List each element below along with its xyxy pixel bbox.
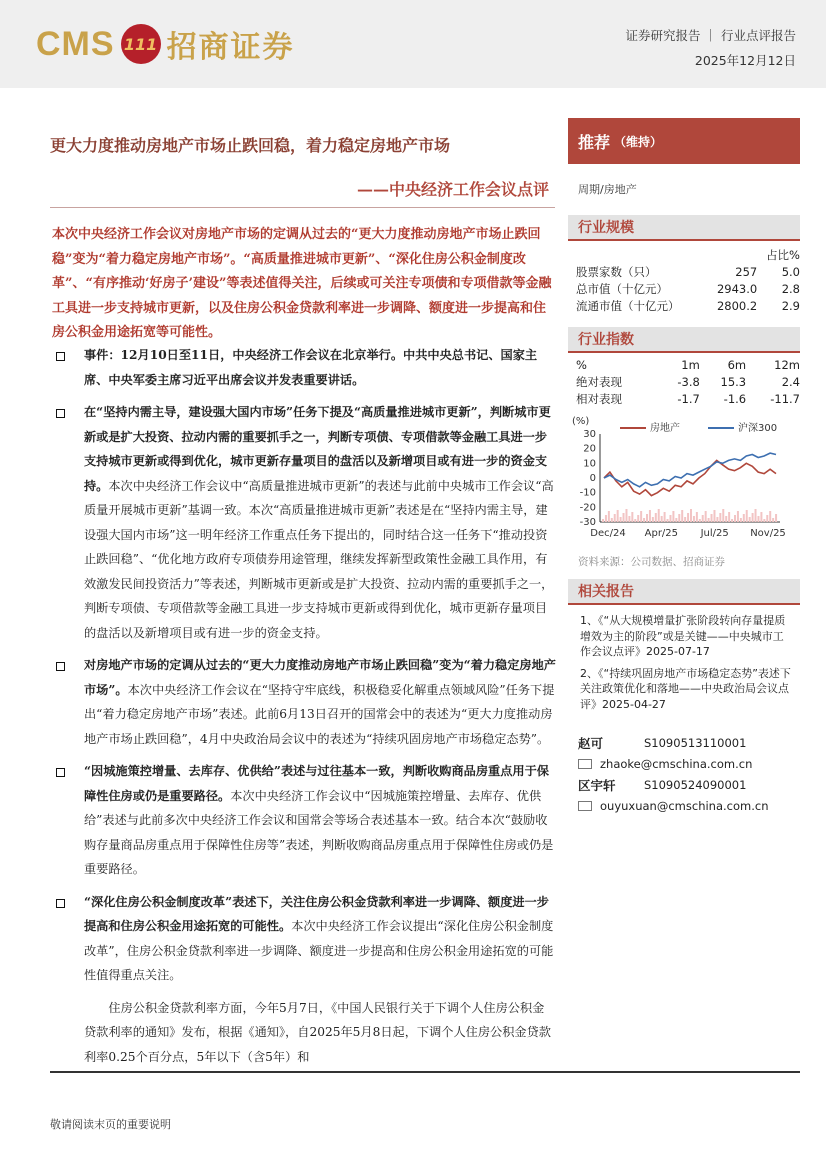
volume-bar <box>675 518 677 522</box>
index-chart-svg <box>568 412 800 552</box>
analyst-cert: S1090513110001 <box>644 735 747 750</box>
table-row <box>576 264 800 281</box>
bullet-square-icon <box>56 768 65 777</box>
volume-bar <box>728 512 730 522</box>
analyst-name: 区宇轩 <box>578 777 616 793</box>
company-logo <box>36 22 295 66</box>
index-row-1m: -1.7 <box>677 392 700 406</box>
volume-bar <box>766 515 768 522</box>
document-date: 2025年12月12日 <box>694 53 796 68</box>
logo-chinese-name: 招商证券 <box>166 30 295 65</box>
bullet-body-text: 本次中央经济工作会议中“高质量推进城市更新”的表述与此前中央城市工作会议“高质量开展城市更新”基调一致。本次“高质量推进城市更新”表述是在“坚持内需主导，建设强大国内市场”这一明年经济工作重点任务下提出的，同时结合这一任务下“推动投资止跌回稳”、“优化地方政府专项债券用途管理，继续发挥新型政策性金融工具作用，有效激发民间投资活力”等表述，判断城市更新或是扩大投资、拉动内需的重要抓手之一，判断专项债、专项借款等金融工具进一步支持城市更新或得到优化，城市更新存量项目的盘活以及新增项目或有进一步的资金支持。 <box>84 478 554 640</box>
table-row <box>576 374 800 391</box>
title-divider <box>50 207 555 208</box>
volume-bar <box>678 514 680 522</box>
analyst-email-row <box>578 753 800 774</box>
index-row-6m: -1.6 <box>723 392 747 406</box>
volume-bar <box>617 510 619 522</box>
envelope-icon <box>578 759 592 769</box>
volume-bar <box>731 519 733 522</box>
analysts <box>578 732 800 816</box>
volume-bar <box>716 517 718 522</box>
volume-bar <box>684 517 686 522</box>
rating-label: 推荐 <box>578 132 611 152</box>
bullet-bold-text: 事件：12月10日至11日，中央经济工作会议在北京举行。中共中央总书记、国家主席、中央军委主席习近平出席会议并发表重要讲话。 <box>84 348 538 387</box>
volume-bar <box>737 511 739 522</box>
index-row-1m: -3.8 <box>677 375 700 389</box>
volume-bar <box>625 509 627 522</box>
volume-bar <box>658 509 660 522</box>
table-row <box>576 281 800 298</box>
volume-bar <box>746 510 748 522</box>
scale-row-pct: 2.8 <box>781 282 800 296</box>
volume-bar <box>649 510 651 522</box>
bullet-bold-text: 对房地产市场的定调从过去的“更大力度推动房地产市场止跌回稳”变为“着力稳定房地产市场”。 <box>84 658 556 697</box>
y-tick-label: 10 <box>583 458 596 470</box>
index-header-1m: 1m <box>681 358 700 372</box>
index-row-label: 相对表现 <box>576 392 622 406</box>
volume-bar <box>655 513 657 522</box>
scale-row-value: 257 <box>735 265 758 279</box>
volume-bar <box>652 517 654 522</box>
y-tick-label: -10 <box>579 487 596 499</box>
body-paragraph: 住房公积金贷款利率方面，今年5月7日，《中国人民银行关于下调个人住房公积金贷款利率的通知》发布，根据《通知》，自2025年5月8日起，下调个人住房公积金贷款利率0.25个百分点，5年以下（含5年）和 <box>84 1000 551 1064</box>
volume-bar <box>637 515 639 522</box>
volume-bar <box>711 514 713 522</box>
footer-note: 敬请阅读末页的重要说明 <box>50 1118 171 1131</box>
analyst-name: 赵可 <box>578 735 604 751</box>
report-link[interactable]: 2、《“持续巩固房地产市场稳定态势”表述下关注政策优化和落地——中央政治局会议点评》2025-04-27 <box>580 666 791 711</box>
volume-bar <box>752 513 754 522</box>
volume-bar <box>749 517 751 522</box>
bullet-square-icon <box>56 409 65 418</box>
bullet-body-text: 本次中央经济工作会议在“坚持守牢底线，积极稳妥化解重点领域风险”任务下提出“着力稳定房地产市场”表述。此前6月13日召开的国常会中的表述为“更大力度推动房地产市场止跌回稳”，4月中央政治局会议中的表述为“持续巩固房地产市场稳定态势”。 <box>84 682 555 746</box>
bullet-bold-text: 在“坚持内需主导，建设强大国内市场”任务下提及“高质量推进城市更新”，判断城市更新或是扩大投资、拉动内需的重要抓手之一，判断专项债、专项借款等金融工具进一步支持城市更新或得到优化，城市更新存量项目的盘活以及新增项目或有进一步的资金支持。 <box>84 405 551 493</box>
volume-bar <box>696 512 698 522</box>
scale-header: 占比% <box>766 248 800 262</box>
logo-badge-icon: 111 <box>121 24 161 64</box>
analyst-cert: S1090524090001 <box>644 777 747 792</box>
volume-bar <box>775 514 777 522</box>
volume-bar <box>605 515 607 522</box>
report-title: 更大力度推动房地产市场止跌回稳，着力稳定房地产市场 <box>50 136 451 155</box>
y-axis-unit: (%) <box>572 416 590 427</box>
analyst-row <box>578 732 800 753</box>
scale-row-label: 流通市值（十亿元） <box>576 299 680 313</box>
index-row-6m: 15.3 <box>720 375 747 389</box>
volume-bar <box>760 512 762 522</box>
scale-row-label: 总市值（十亿元） <box>576 282 668 296</box>
index-chart <box>568 412 800 552</box>
volume-bar <box>690 509 692 522</box>
volume-bar <box>669 515 671 522</box>
volume-bar <box>719 513 721 522</box>
volume-bar <box>755 509 757 522</box>
volume-bar <box>640 511 642 522</box>
volume-bar <box>722 509 724 522</box>
volume-bar <box>708 518 710 522</box>
bullet-list <box>56 343 556 1069</box>
volume-bar <box>740 518 742 522</box>
rating-note: （维持） <box>614 134 663 149</box>
volume-bar <box>687 513 689 522</box>
index-row-12m: -11.7 <box>770 392 800 406</box>
volume-bar <box>646 514 648 522</box>
bullet-bold-text: “因城施策控增量、去库存、优供给”表述与过往基本一致，判断收购商品房重点用于保障性住房或仍是重要路径。 <box>84 764 549 803</box>
index-row-12m: 2.4 <box>781 375 800 389</box>
bullet-item <box>56 343 556 392</box>
volume-bar <box>614 514 616 522</box>
volume-bar <box>643 518 645 522</box>
x-tick-label: Jul/25 <box>700 528 729 539</box>
index-table <box>576 357 800 408</box>
volume-bar <box>681 510 683 522</box>
volume-bar <box>725 516 727 522</box>
report-link[interactable]: 1、《“从大规模增量扩张阶段转向存量提质增效为主的阶段”或是关键——中央城市工作会议点评》2025-07-17 <box>580 614 786 658</box>
y-tick-label: -20 <box>579 502 596 514</box>
x-tick-label: Dec/24 <box>590 528 626 539</box>
document-type: 证券研究报告 ｜ 行业点评报告 <box>625 28 796 43</box>
index-header-unit: % <box>576 358 587 372</box>
x-tick-label: Nov/25 <box>750 528 786 539</box>
bullet-item <box>56 759 556 882</box>
volume-bar <box>769 511 771 522</box>
volume-bar <box>667 519 669 522</box>
related-reports <box>580 613 792 712</box>
bullet-item <box>56 890 556 988</box>
volume-bar <box>602 519 604 522</box>
index-header-12m: 12m <box>774 358 800 372</box>
volume-bar <box>623 513 625 522</box>
bullet-square-icon <box>56 899 65 908</box>
volume-bar <box>763 519 765 522</box>
bullet-square-icon <box>56 662 65 671</box>
legend-label: 沪深300 <box>738 423 778 434</box>
volume-bar <box>672 511 674 522</box>
volume-bar <box>772 518 774 522</box>
volume-bar <box>757 516 759 522</box>
volume-bar <box>628 516 630 522</box>
scale-row-label: 股票家数（只） <box>576 265 657 279</box>
rating-box <box>568 118 800 164</box>
y-tick-label: 0 <box>589 473 596 484</box>
index-section-title: 行业指数 <box>568 327 800 353</box>
bullet-item <box>56 400 556 645</box>
volume-bar <box>608 511 610 522</box>
chart-source: 资料来源：公司数据、招商证券 <box>578 556 725 568</box>
analyst-email-row <box>578 795 800 816</box>
volume-bar <box>702 515 704 522</box>
sidebar <box>568 118 800 816</box>
bullet-square-icon <box>56 352 65 361</box>
volume-bar <box>693 516 695 522</box>
analyst-email[interactable]: ouyuxuan@cmschina.com.cn <box>600 798 769 813</box>
volume-bar <box>713 510 715 522</box>
analyst-row <box>578 774 800 795</box>
index-header-6m: 6m <box>727 358 747 372</box>
footer-divider <box>50 1071 800 1073</box>
scale-row-pct: 2.9 <box>781 299 800 313</box>
series-line-0 <box>604 460 776 495</box>
bullet-body-text: 本次中央经济工作会议中“因城施策控增量、去库存、优供给”表述与此前多次中央经济工作会议和国常会等场合表述基本一致。结合本次“鼓励收购存量商品房重点用于保障性住房等”表述，判断收购商品房重点用于保障性住房或仍是重要路径。 <box>84 788 554 876</box>
volume-bar <box>664 512 666 522</box>
analyst-email[interactable]: zhaoke@cmschina.com.cn <box>600 756 753 771</box>
scale-row-value: 2800.2 <box>716 299 758 313</box>
table-row <box>576 298 800 315</box>
y-tick-label: -30 <box>579 517 596 528</box>
volume-bar <box>734 515 736 522</box>
envelope-icon <box>578 801 592 811</box>
table-row <box>576 357 800 374</box>
index-row-label: 绝对表现 <box>576 375 622 389</box>
summary-paragraph: 本次中央经济工作会议对房地产市场的定调从过去的“更大力度推动房地产市场止跌回稳”变为“着力稳定房地产市场”。“高质量推进城市更新”、“深化住房公积金制度改革”、“有序推动‘好房子’建设”等表述值得关注，后续或可关注专项债和专项借款等金融工具进一步支持城市更新，以及住房公积金贷款利率进一步调降、额度进一步提高和住房公积金用途拓宽等可能性。 <box>52 227 552 340</box>
volume-bar <box>743 514 745 522</box>
legend-label: 房地产 <box>650 423 680 434</box>
x-tick-label: Apr/25 <box>644 528 679 539</box>
reports-section-title: 相关报告 <box>568 579 800 605</box>
volume-bar <box>611 518 613 522</box>
volume-bar <box>620 517 622 522</box>
bullet-item <box>56 653 556 751</box>
volume-bar <box>699 519 701 522</box>
bullet-bold-text: “深化住房公积金制度改革”表述下，关注住房公积金贷款利率进一步调降、额度进一步提高和住房公积金用途拓宽的可能性。 <box>84 894 549 933</box>
table-row <box>576 391 800 408</box>
volume-bar <box>661 516 663 522</box>
sector-label: 周期/房地产 <box>578 183 637 196</box>
volume-bar <box>705 511 707 522</box>
bullet-body-text: 本次中央经济工作会议提出“深化住房公积金制度改革”，住房公积金贷款利率进一步调降、额度进一步提高和住房公积金用途拓宽的可能性值得重点关注。 <box>84 919 554 982</box>
volume-bar <box>631 512 633 522</box>
report-subtitle: ——中央经济工作会议点评 <box>356 180 549 199</box>
scale-table <box>576 247 800 315</box>
scale-section-title: 行业规模 <box>568 215 800 241</box>
y-tick-label: 20 <box>583 443 596 455</box>
logo-text: CMS <box>36 24 115 63</box>
scale-row-value: 2943.0 <box>716 282 758 296</box>
y-tick-label: 30 <box>583 429 596 440</box>
volume-bar <box>634 519 636 522</box>
scale-row-pct: 5.0 <box>781 265 800 279</box>
